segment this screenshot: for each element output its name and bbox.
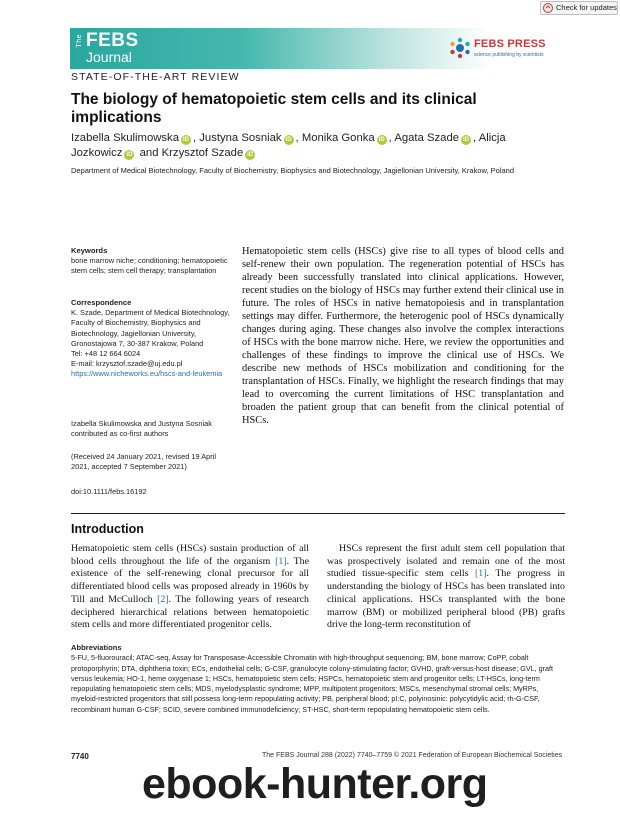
abbreviations-text: 5-FU, 5-fluorouracil; ATAC-seq, Assay for Transposase-Accessible Chromatin with high-throughput sequencing; BM, bone marrow; CoPP, cobalt protoporphyrin; DTA, diphtheria toxin; ECs, endothelial cells; G-CSF, granulocyte colony-stimulating factor; GVHD, graft-versus-host disease; GVL, graft versus leukemia; HO-1, heme oxygenase 1; HSCs, hematopoietic stem cells; HSPCs, hematopoietic stem and progenitor cells; LT-HSCs, long-term repopulating hematopoietic stem cells; MDS, myelodysplastic syndrome; MPP, multipotent progenitors; MSCs, mesenchymal stromal cells; MyRPs, myeloid-restricted progenitors that still possess long-term repopulating activity; PB, peripheral blood; pI:C, polyinosinic: polycytidylic acid; rh-G-CSF, recombinant human G-CSF; SCID, severe combined immunodeficiency; ST-HSC, short-term repopulating hematopoietic stem cells. — [71, 653, 554, 714]
introduction-heading: Introduction — [71, 522, 144, 536]
doi[interactable]: doi:10.1111/febs.16192 — [71, 487, 147, 496]
correspondence-email[interactable]: E-mail: krzysztof.szade@uj.edu.pl — [71, 359, 183, 369]
check-for-updates-button[interactable] — [540, 1, 618, 15]
abstract: Hematopoietic stem cells (HSCs) give rise to all types of blood cells and self-renew their own population. The regeneration potential of HSCs has already been successfully translated into clinical applications. However, recent studies on the biology of HSCs may further extend their clinical use in future. The roles of HSCs in native hematopoiesis and in transplantation settings may differ. Furthermore, the heterogenic pool of HSCs dynamically changes during aging. These changes also involve the complex interactions of HSCs with the bone marrow niche. Here, we review the opportunities and challenges of these findings to improve the clinical use of HSCs. We describe new methods of HSCs mobilization and conditioning for the transplantation of HSCs. Finally, we highlight the research findings that may lead to overcoming the current limitations of HSC transplantation and broaden the patient group that can benefit from the clinical potential of HSCs. — [242, 246, 564, 426]
author-separator: , — [473, 132, 477, 144]
correspondence-link[interactable]: https://www.nicheworks.eu/hscs-and-leukemia — [71, 369, 223, 379]
author-name[interactable]: Justyna Sosniak — [199, 132, 282, 144]
citation-link[interactable]: [1] — [275, 555, 287, 567]
author-list — [71, 131, 551, 161]
press-tagline: science publishing by scientists — [474, 52, 544, 58]
author-separator: , — [388, 132, 392, 144]
intro-left-text: . The existence of the self-renewing clonal precursor for all differentiated blood cells was proposed already in 1960s by Till and McCulloch — [71, 555, 309, 605]
check-for-updates-label: Check for updates — [556, 3, 617, 12]
orcid-icon[interactable]: iD — [247, 152, 254, 158]
received-dates: (Received 24 January 2021, revised 19 April 2021, accepted 7 September 2021) — [71, 452, 217, 472]
section-divider — [71, 513, 565, 514]
keywords-heading: Keywords — [71, 246, 108, 255]
abbreviations-block — [71, 643, 565, 715]
author-separator: , — [295, 132, 299, 144]
correspondence-heading: Correspondence — [71, 298, 132, 307]
orcid-icon[interactable]: iD — [285, 137, 292, 143]
intro-right-text: HSCs represent the first adult stem cell population that was prospectively isolated and remain one of the most studied tissue-specific stem cells — [327, 543, 565, 580]
citation-link[interactable]: [2] — [157, 593, 169, 605]
footer-citation: The FEBS Journal 288 (2022) 7740–7759 © 2021 Federation of European Biochemical Societies — [262, 752, 563, 759]
intro-left-text: Hematopoietic stem cells (HSCs) sustain production of all blood cells throughout the life of the organism — [71, 543, 309, 567]
orcid-icon[interactable]: iD — [126, 152, 133, 158]
citation-link[interactable]: [1] — [475, 568, 487, 580]
journal-logo-journal: Journal — [86, 49, 132, 65]
febs-press-dots-icon — [448, 36, 472, 60]
intro-left-column — [71, 543, 309, 632]
author-name[interactable]: Alicja Jozkowicz — [71, 132, 506, 159]
author-name[interactable]: Monika Gonka — [301, 132, 375, 144]
orcid-icon[interactable]: iD — [378, 137, 385, 143]
intro-left-text: . The following years of research deciphered hierarchical relations between hematopoietic stem cells and more differentiated progenitor cells. — [71, 593, 309, 631]
intro-right-column — [327, 543, 565, 632]
abbreviations-heading: Abbreviations — [71, 643, 122, 652]
orcid-icon[interactable]: iD — [463, 137, 470, 143]
correspondence-tel: Tel: +48 12 664 6024 — [71, 349, 141, 359]
author-separator: , — [193, 132, 197, 144]
author-name[interactable]: Krzysztof Szade — [161, 147, 244, 159]
article-title: The biology of hematopoietic stem cells and its clinical implications — [71, 91, 477, 126]
keywords-text: bone marrow niche; conditioning; hematopoietic stem cells; stem cell therapy; transplantation — [71, 256, 228, 276]
correspondence-address: K. Szade, Department of Medical Biotechnology, Faculty of Biochemistry, Biophysics and Biotechnology, Jagiellonian University, Gronostajowa 7, 30-387 Krakow, Poland — [71, 308, 230, 348]
cofirst-note: Izabella Skulimowska and Justyna Sosniak contributed as co-first authors — [71, 419, 212, 439]
section-label: STATE-OF-THE-ART REVIEW — [71, 71, 240, 83]
orcid-icon[interactable]: iD — [183, 137, 189, 143]
author-separator: and — [139, 147, 159, 159]
journal-logo-the: The — [76, 34, 83, 48]
page-number: 7740 — [71, 752, 89, 761]
press-name: FEBS PRESS — [474, 38, 546, 50]
author-name[interactable]: Izabella Skulimowska — [71, 132, 179, 144]
journal-logo-name: FEBS — [86, 30, 139, 51]
febs-press-logo — [448, 36, 568, 66]
intro-right-text: . The progress in understanding the biology of HSCs has been translated into clinical applications. HSCs transplanted with the bone marrow (BM) or mobilized peripheral blood (PB) grafts drive the long-term reconstitution of — [327, 568, 565, 631]
update-badge-icon — [543, 3, 553, 13]
correspondence-block — [71, 298, 236, 380]
keywords-block — [71, 246, 236, 277]
watermark: ebook-hunter.org — [142, 760, 488, 808]
author-name[interactable]: Agata Szade — [394, 132, 460, 144]
affiliation: Department of Medical Biotechnology, Faculty of Biochemistry, Biophysics and Biotechnology, Jagiellonian University, Krakow, Poland — [71, 166, 514, 175]
